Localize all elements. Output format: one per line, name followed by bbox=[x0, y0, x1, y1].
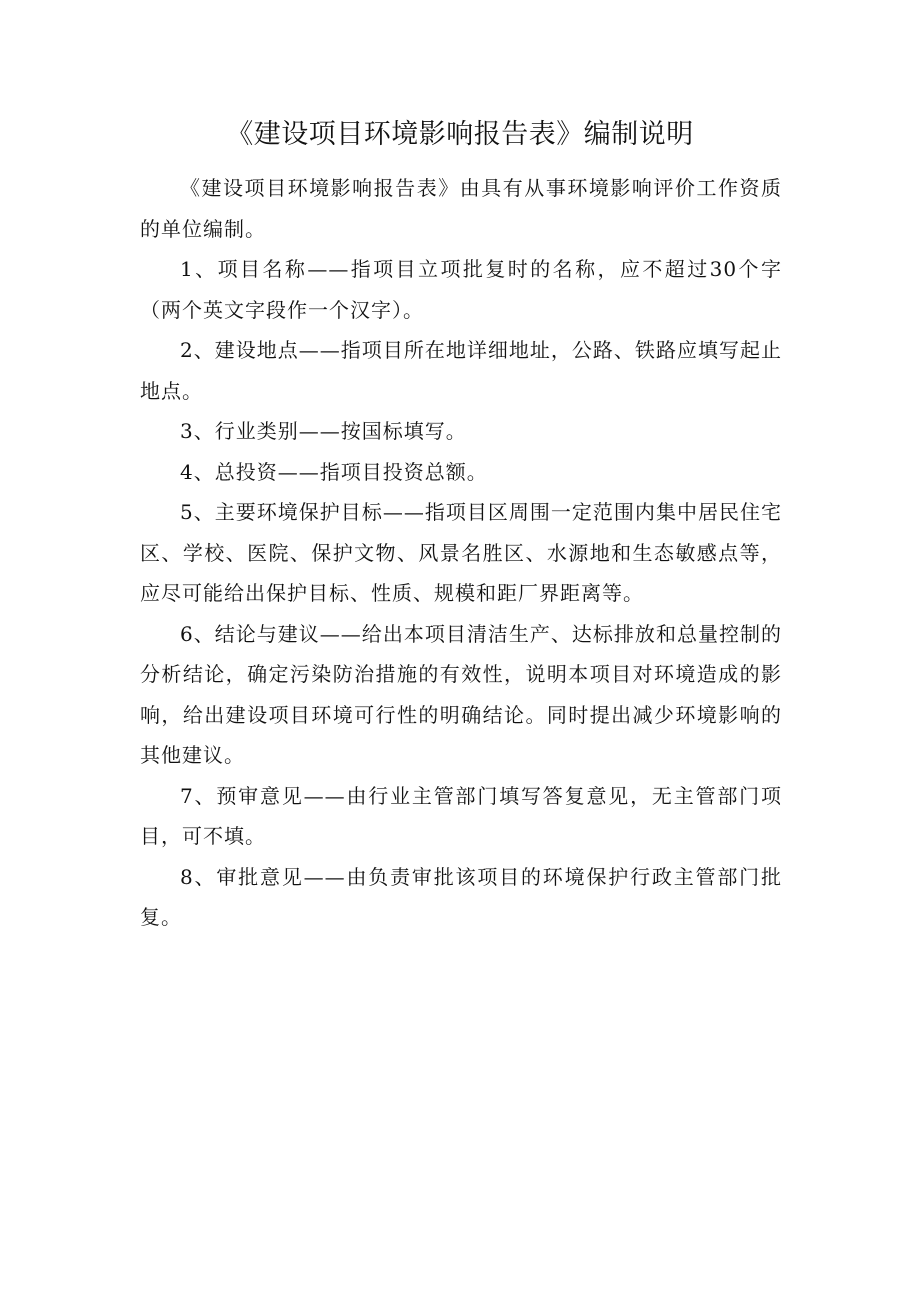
paragraph-industry-category: 3、行业类别——按国标填写。 bbox=[180, 419, 467, 443]
paragraph-project-name: 1、项目名称——指项目立项批复时的名称，应不超过30个字（两个英文字段作一个汉字）。 bbox=[140, 257, 782, 322]
paragraph-conclusion: 6、结论与建议——给出本项目清洁生产、达标排放和总量控制的分析结论，确定污染防治措施的有效性，说明本项目对环境造成的影响，给出建设项目环境可行性的明确结论。同时提出减少环境影响的其他建议。 bbox=[140, 621, 782, 767]
paragraph-protection-targets: 5、主要环境保护目标——指项目区周围一定范围内集中居民住宅区、学校、医院、保护文物、风景名胜区、水源地和生态敏感点等，应尽可能给出保护目标、性质、规模和距厂界距离等。 bbox=[140, 500, 782, 605]
paragraph-preliminary-review: 7、预审意见——由行业主管部门填写答复意见，无主管部门项目，可不填。 bbox=[140, 783, 782, 848]
paragraph-construction-site: 2、建设地点——指项目所在地详细地址，公路、铁路应填写起止地点。 bbox=[140, 338, 782, 403]
document-body bbox=[140, 168, 782, 938]
paragraph-approval: 8、审批意见——由负责审批该项目的环境保护行政主管部门批复。 bbox=[140, 864, 782, 929]
paragraph-intro: 《建设项目环境影响报告表》由具有从事环境影响评价工作资质的单位编制。 bbox=[140, 176, 782, 241]
paragraph-total-investment: 4、总投资——指项目投资总额。 bbox=[180, 459, 488, 484]
document-title: 《建设项目环境影响报告表》编制说明 bbox=[226, 119, 694, 150]
